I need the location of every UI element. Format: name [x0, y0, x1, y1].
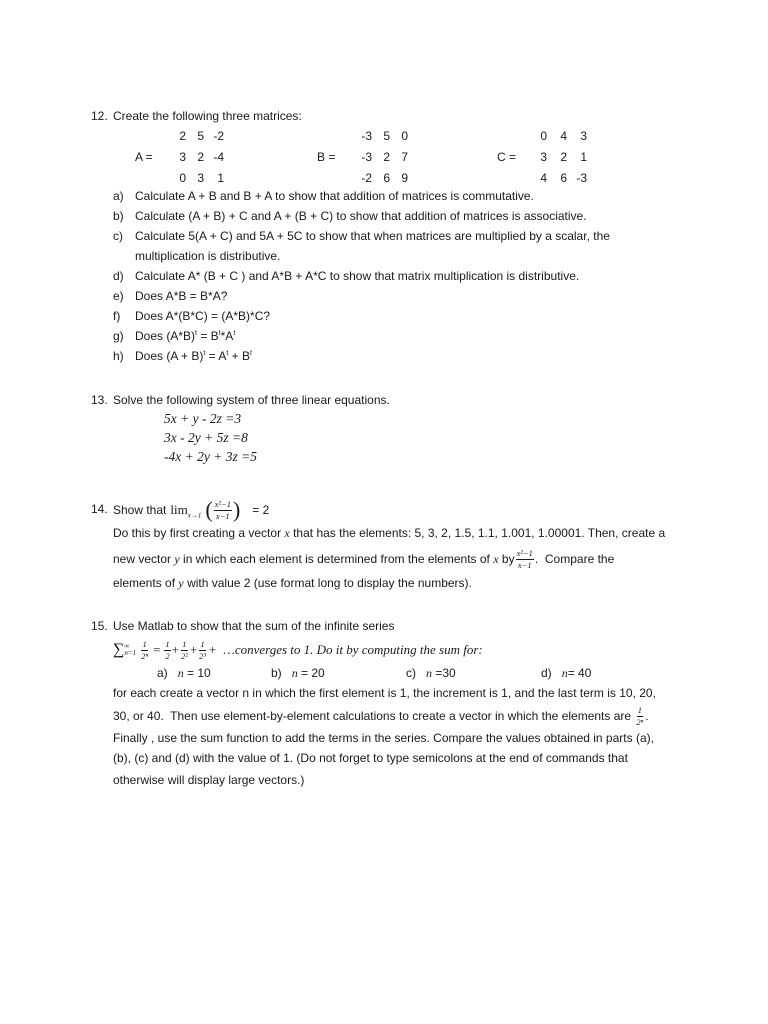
- equation: -4x + 2y + 3z =5: [164, 449, 257, 464]
- matrix-cell: 3: [580, 129, 587, 143]
- matrix-a: [172, 129, 224, 192]
- q12-item-text: Calculate 5(A + C) and 5A + 5C to show that when matrices are multiplied by a scalar, the: [135, 229, 610, 243]
- q12-intro: Create the following three matrices:: [113, 109, 302, 123]
- q13-number: 13.: [91, 393, 108, 407]
- limit-fraction: $\frac{\text{x²−1}}{x-1}$: [214, 499, 231, 521]
- q15-paragraph-line: (b), (c) and (d) with the value of 1. (Do not forget to type semicolons at the end of commands that: [113, 751, 628, 765]
- q12-item-label: a): [113, 189, 124, 203]
- series-term: $\frac{1}{\text{2ⁿ}}$: [141, 639, 149, 661]
- series-term: $\frac{1}{2}$: [165, 639, 170, 661]
- q12-item-text: Does $(A + B)^t = A^t + B^t$: [135, 349, 252, 363]
- q15-paragraph-line: 30, or 40. Then use element-by-element calculations to create a vector in which the elements are $\frac{1}{\text{2ⁿ}}$ .: [113, 705, 649, 727]
- element-term: $\frac{1}{\text{2ⁿ}}$: [636, 705, 644, 727]
- matrix-cell: 4: [540, 171, 547, 185]
- matrix-cell: 6: [560, 171, 567, 185]
- matrix-b-label: B =: [317, 150, 336, 164]
- q15-paragraph-line: otherwise will display large vectors.): [113, 773, 305, 787]
- matrix-cell: -3: [576, 171, 587, 185]
- q14-number: 14.: [91, 502, 108, 516]
- matrix-cell: 2: [179, 129, 186, 143]
- matrix-cell: 1: [217, 171, 224, 185]
- matrix-cell: 5: [383, 129, 390, 143]
- lim-operator: $\lim_{x\to 1}$: [170, 501, 202, 520]
- element-fraction: $\frac{\text{x²−1}}{x-1}$: [516, 548, 533, 570]
- q14-limit-statement: [113, 495, 269, 525]
- matrix-cell: 5: [197, 129, 204, 143]
- q12-item-text: Does $(A*B)^t = B^t*A^t$: [135, 329, 236, 343]
- matrix-cell: 6: [383, 171, 390, 185]
- matrix-c: [533, 129, 587, 192]
- series-tail: + …converges to 1. Do it by computing the sum for:: [207, 641, 483, 657]
- matrix-cell: -3: [361, 150, 372, 164]
- matrix-cell: -3: [361, 129, 372, 143]
- limit-value: = 2: [252, 502, 270, 517]
- matrix-b: [354, 129, 408, 192]
- q12-number: 12.: [91, 109, 108, 123]
- matrix-cell: 2: [383, 150, 390, 164]
- sum-limits: ∞ n=1: [124, 642, 137, 657]
- matrix-cell: -4: [213, 150, 224, 164]
- q12-item-text-continued: multiplication is distributive.: [135, 249, 281, 263]
- equation: 3x - 2y + 5z =8: [164, 430, 248, 445]
- q12-item-text: Calculate A* (B + C ) and A*B + A*C to show that matrix multiplication is distributive.: [135, 269, 580, 283]
- q14-line-2: new vector y in which each element is determined from the elements of x by $\frac{\text{x²−1}}{x-1}$ . Compare the: [113, 548, 615, 570]
- matrix-cell: 0: [540, 129, 547, 143]
- series-expression: ∑ ∞ n=1 $\frac{1}{\text{2ⁿ}}$ = $\frac{1}{2}$ + $\frac{1}{\text{2²}}$ + $\frac{1}{\text{2³}}$ + …converges to 1. Do it by computing the sum for:: [113, 639, 483, 661]
- q14-line-1: Do this by first creating a vector x that has the elements: 5, 3, 2, 1.5, 1.1, 1.001, 1.00001. Then, create a: [113, 526, 666, 540]
- left-paren: (: [205, 497, 213, 522]
- matrix-cell: -2: [361, 171, 372, 185]
- matrix-cell: -2: [213, 129, 224, 143]
- matrix-cell: 3: [179, 150, 186, 164]
- matrix-cell: 3: [540, 150, 547, 164]
- equation: 5x + y - 2z =3: [164, 411, 242, 426]
- q12-item-label: c): [113, 229, 123, 243]
- q15-intro: Use Matlab to show that the sum of the infinite series: [113, 619, 395, 633]
- q12-item-text: Does A*(B*C) = (A*B)*C?: [135, 309, 271, 323]
- matrix-cell: 0: [401, 129, 408, 143]
- q15-part: c) n =30: [406, 666, 456, 680]
- q15-paragraph-line: for each create a vector n in which the first element is 1, the increment is 1, and the last term is 10, 20,: [113, 686, 656, 700]
- q15-number: 15.: [91, 619, 108, 633]
- q12-item-label: b): [113, 209, 124, 223]
- q12-item-label: g): [113, 329, 124, 343]
- matrix-cell: 4: [560, 129, 567, 143]
- matrix-a-label: A =: [135, 150, 153, 164]
- sum-symbol: ∑: [113, 641, 125, 658]
- q15-paragraph-line: Finally , use the sum function to add the terms in the series. Compare the values obtained in parts (a),: [113, 731, 654, 745]
- series-term: $\frac{1}{\text{2³}}$: [199, 639, 206, 661]
- q14-line-3: elements of y with value 2 (use format long to display the numbers).: [113, 576, 472, 590]
- matrix-cell: 0: [179, 171, 186, 185]
- q12-item-label: d): [113, 269, 124, 283]
- q15-part: d) n= 40: [541, 666, 592, 680]
- q13-intro: Solve the following system of three linear equations.: [113, 393, 390, 407]
- q12-item-label: e): [113, 289, 124, 303]
- matrix-cell: 1: [580, 150, 587, 164]
- q12-item-text: Calculate (A + B) + C and A + (B + C) to show that addition of matrices is associative.: [135, 209, 587, 223]
- matrix-cell: 3: [197, 171, 204, 185]
- right-paren: ): [232, 497, 241, 522]
- q12-item-label: f): [113, 309, 121, 323]
- q12-item-text: Calculate A + B and B + A to show that addition of matrices is commutative.: [135, 189, 534, 203]
- q12-item-text: Does A*B = B*A?: [135, 289, 228, 303]
- matrix-cell: 7: [401, 150, 408, 164]
- q15-part: b) n = 20: [271, 666, 325, 680]
- matrix-cell: 2: [560, 150, 567, 164]
- matrix-c-label: C =: [497, 150, 517, 164]
- matrix-cell: 9: [401, 171, 408, 185]
- q14-show-text: Show that: [113, 502, 167, 517]
- series-term: $\frac{1}{\text{2²}}$: [181, 639, 188, 661]
- matrix-cell: 2: [197, 150, 204, 164]
- q15-part: a) n = 10: [157, 666, 211, 680]
- q12-item-label: h): [113, 349, 124, 363]
